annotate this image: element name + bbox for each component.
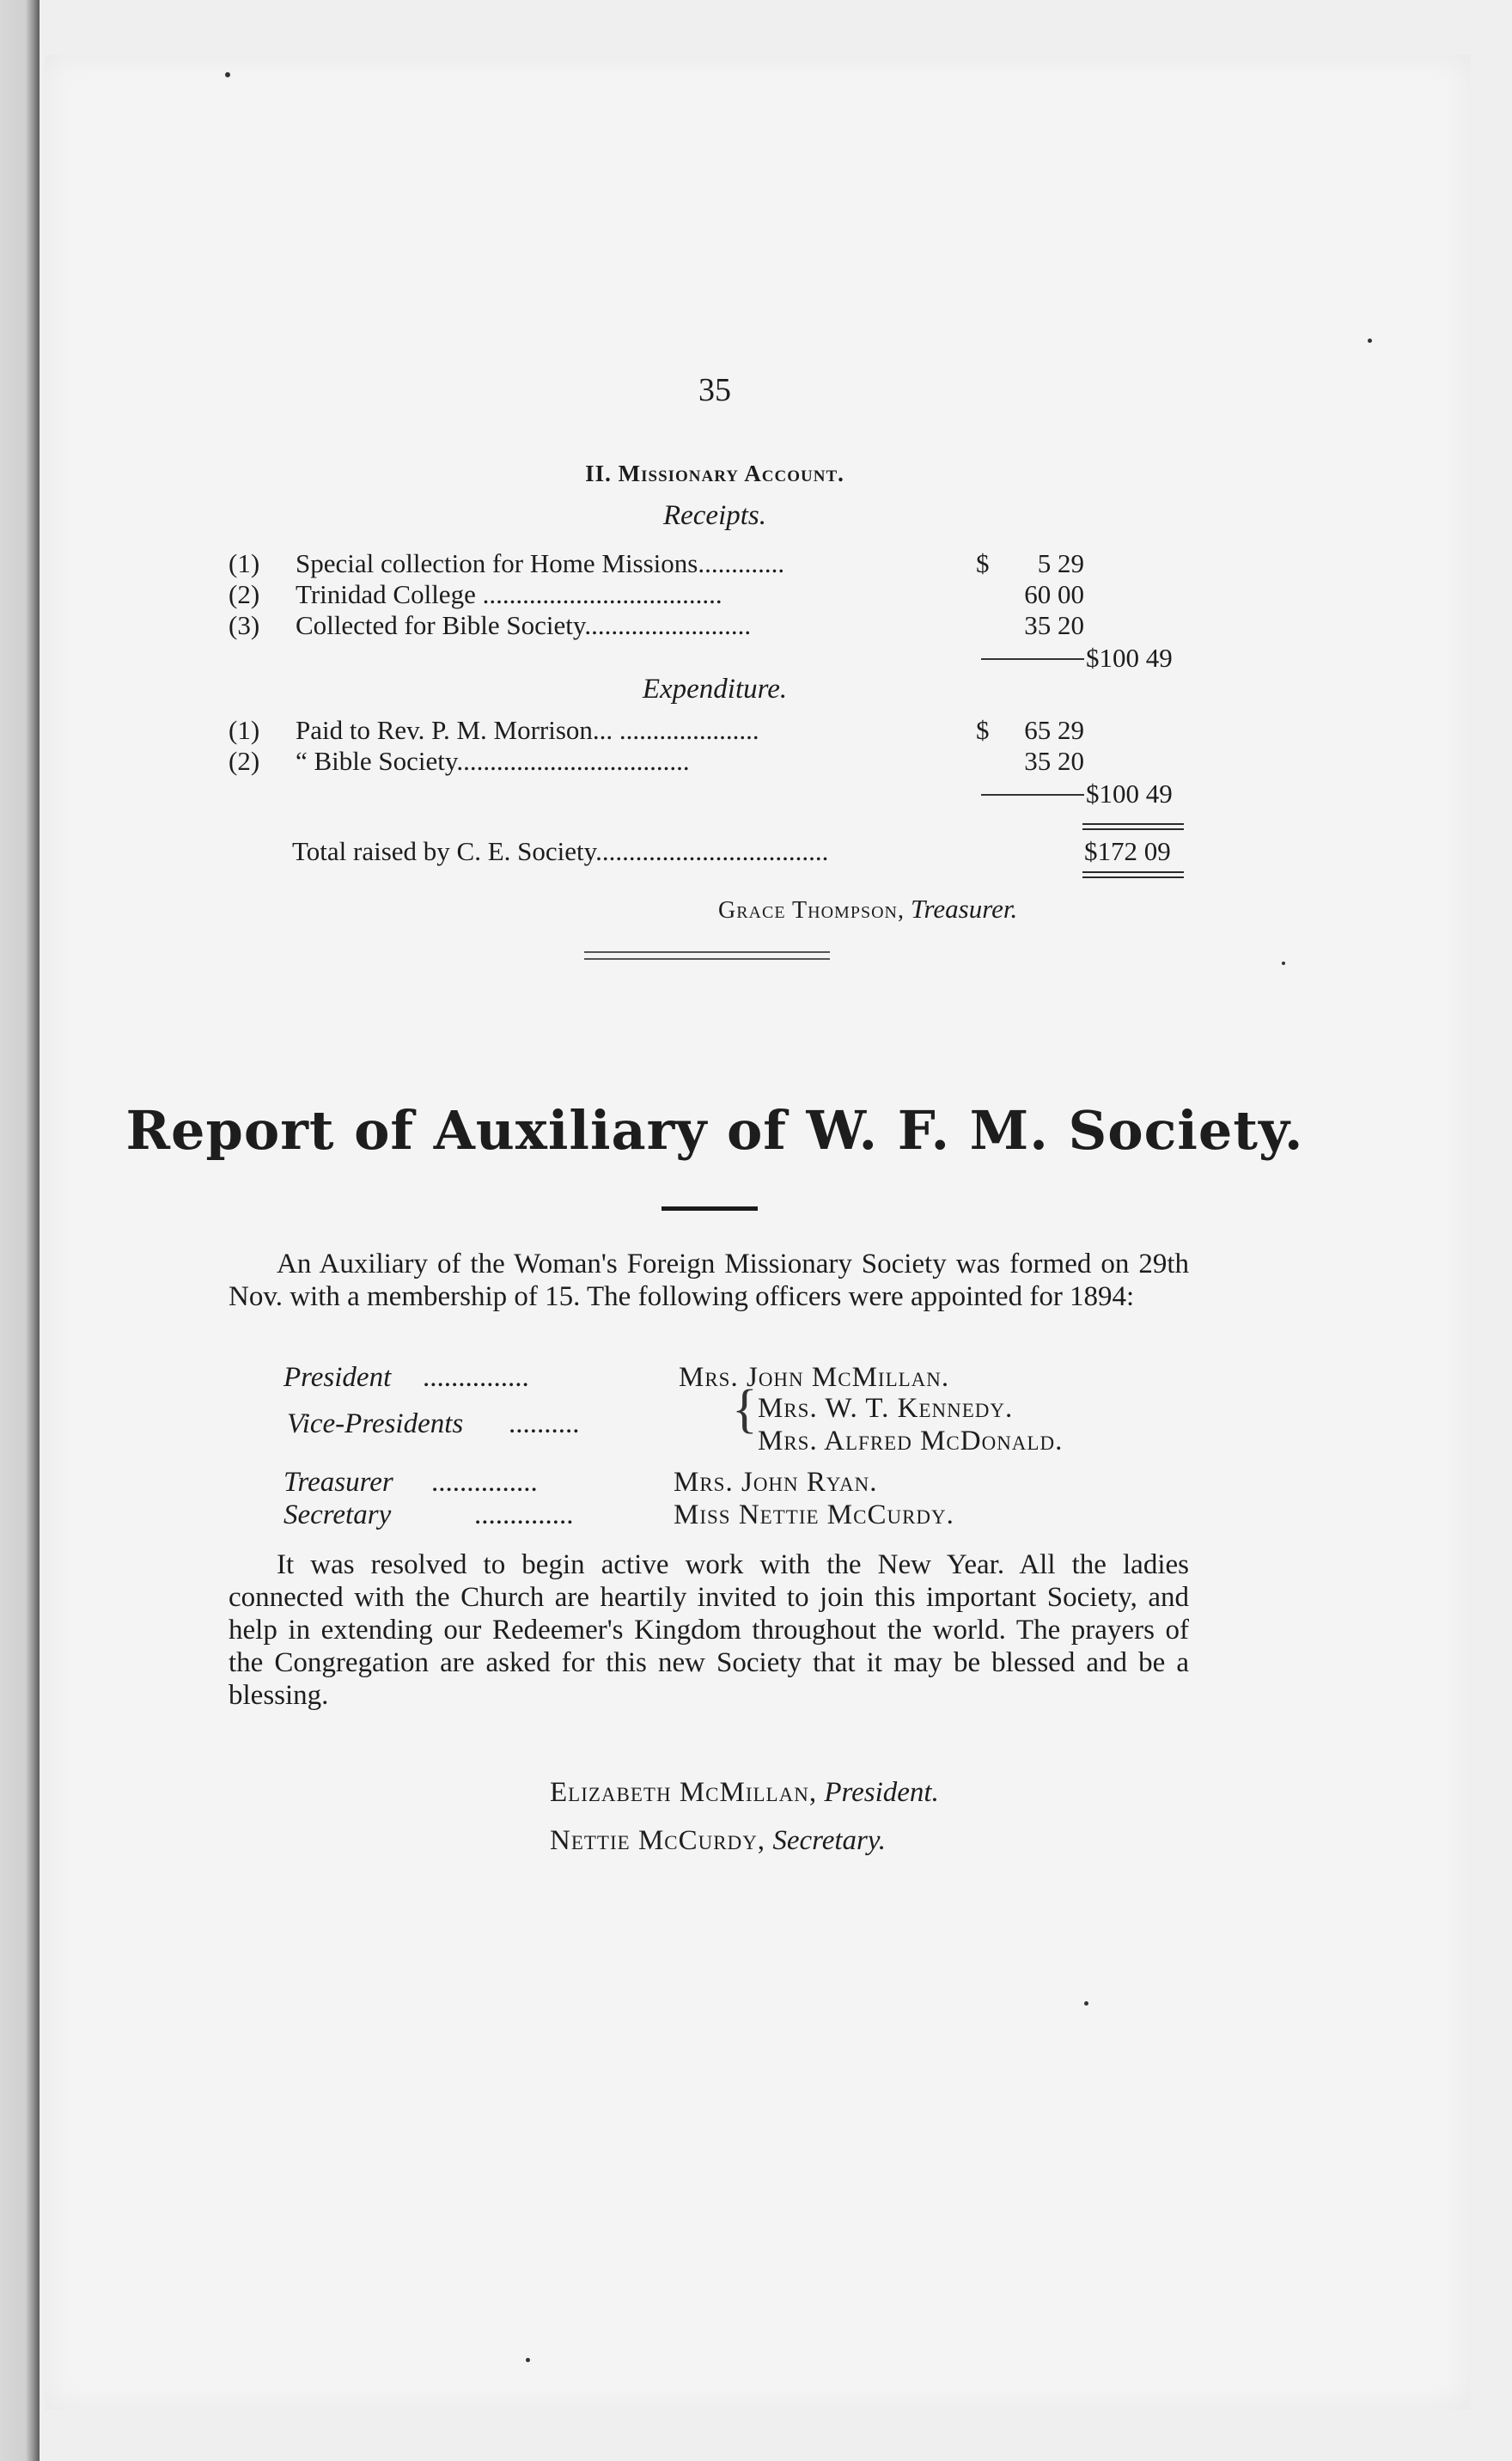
expenditure-row: [45, 715, 1385, 746]
officer-row-president: [45, 1361, 1385, 1394]
receipt-amount: 35 20: [1024, 610, 1084, 640]
section-divider-top: [584, 951, 830, 953]
receipt-number: (3): [229, 610, 260, 640]
signature-title: Secretary.: [772, 1825, 886, 1856]
total-rule-bottom: [1082, 871, 1184, 873]
officer-role: Vice-Presidents: [287, 1408, 464, 1439]
total-raised-label: Total raised by C. E. Society...................................: [292, 836, 829, 866]
officer-name: Miss Nettie McCurdy.: [674, 1499, 954, 1530]
expenditure-number: (1): [229, 715, 260, 745]
receipt-row: [45, 548, 1385, 579]
expenditure-subtotal-row: [45, 779, 1385, 809]
vice-presidents-brace: {: [732, 1380, 758, 1438]
officer-row-vice-president-1: [45, 1392, 1385, 1425]
expenditure-heading: Expenditure.: [642, 674, 788, 705]
document-page: [45, 55, 1471, 2409]
signature-name: Elizabeth McMillan,: [550, 1777, 818, 1808]
officer-name: Mrs. W. T. Kennedy.: [758, 1393, 1014, 1424]
officer-dots: ..........: [509, 1408, 580, 1439]
expenditure-dollar-sign: $: [976, 715, 990, 745]
page-binding-edge: [0, 0, 40, 2461]
expenditure-amount: 35 20: [1024, 746, 1084, 776]
officer-dots: ...............: [423, 1362, 529, 1393]
wfm-intro-paragraph: An Auxiliary of the Woman's Foreign Missionary Society was formed on 29th Nov. with a membership of 15. The following officers were appointed for 1894:: [229, 1249, 1189, 1312]
receipt-description: Trinidad College ....................................: [296, 579, 722, 609]
scan-speck: [1282, 962, 1285, 965]
missionary-account-title: [45, 461, 1385, 487]
receipt-amount: 5 29: [1037, 548, 1084, 578]
receipt-description: Collected for Bible Society.........................: [296, 610, 752, 640]
officer-role: Secretary: [284, 1499, 392, 1530]
receipts-subtotal-row: [45, 643, 1385, 674]
subtotal-dash: [981, 658, 1084, 660]
wfm-body-paragraph: It was resolved to begin active work with the New Year. All the ladies connected with the Church are heartily invited to join this important Society, and help in extending our Redeemer's Kingdom throughout the world. The prayers of the Congregation are asked for this new Society that it may be blessed and be a blessing.: [229, 1549, 1189, 1711]
title-underline: [662, 1206, 758, 1211]
missionary-account-title-text: II. Missionary Account.: [585, 461, 844, 486]
total-raised-row: [45, 835, 1385, 868]
signature-name: Nettie McCurdy,: [550, 1825, 766, 1856]
expenditure-description: Paid to Rev. P. M. Morrison... .....................: [296, 715, 759, 745]
receipt-number: (2): [229, 579, 260, 609]
scan-speck: [1368, 339, 1372, 343]
subtotal-dash: [981, 794, 1084, 796]
receipt-dollar-sign: $: [976, 548, 990, 578]
page-number: 35: [698, 372, 731, 408]
treasurer-name: Grace Thompson,: [718, 897, 905, 924]
treasurer-signature: [718, 894, 1017, 925]
receipts-heading: Receipts.: [662, 500, 767, 531]
scan-speck: [1084, 2001, 1088, 2006]
wfm-report-title: Report of Auxiliary of W. F. M. Society.: [125, 1099, 1304, 1162]
treasurer-title: Treasurer.: [910, 894, 1018, 924]
officer-row-vice-president-2: [45, 1425, 1385, 1457]
scan-speck: [526, 2358, 530, 2362]
expenditure-row: [45, 746, 1385, 777]
officer-dots: ...............: [431, 1467, 538, 1498]
total-raised-value: $172 09: [1084, 836, 1171, 866]
total-rule-top-2: [1082, 828, 1184, 830]
receipts-total: $100 49: [1086, 643, 1173, 673]
receipt-number: (1): [229, 548, 260, 578]
officer-role: President: [284, 1362, 392, 1393]
officer-name: Mrs. John McMillan.: [679, 1362, 950, 1393]
officer-row-secretary: [45, 1499, 1385, 1531]
total-rule-top: [1082, 823, 1184, 825]
receipt-description: Special collection for Home Missions.............: [296, 548, 785, 578]
officer-dots: ..............: [474, 1499, 574, 1530]
receipt-row: [45, 579, 1385, 610]
expenditure-amount: 65 29: [1024, 715, 1084, 745]
president-signature: [550, 1775, 939, 1810]
officer-name: Mrs. John Ryan.: [674, 1467, 878, 1498]
receipt-row: [45, 610, 1385, 641]
scan-speck: [225, 72, 230, 77]
expenditure-number: (2): [229, 746, 260, 776]
officer-row-treasurer: [45, 1466, 1385, 1499]
expenditure-description: “ Bible Society...................................: [296, 746, 690, 776]
secretary-signature: [550, 1823, 886, 1858]
expenditure-total: $100 49: [1086, 779, 1173, 809]
receipt-amount: 60 00: [1024, 579, 1084, 609]
total-rule-bottom-2: [1082, 876, 1184, 878]
officer-role: Treasurer: [284, 1467, 393, 1498]
section-divider-bottom: [584, 958, 830, 960]
signature-title: President.: [824, 1777, 939, 1808]
officer-name: Mrs. Alfred McDonald.: [758, 1426, 1064, 1456]
